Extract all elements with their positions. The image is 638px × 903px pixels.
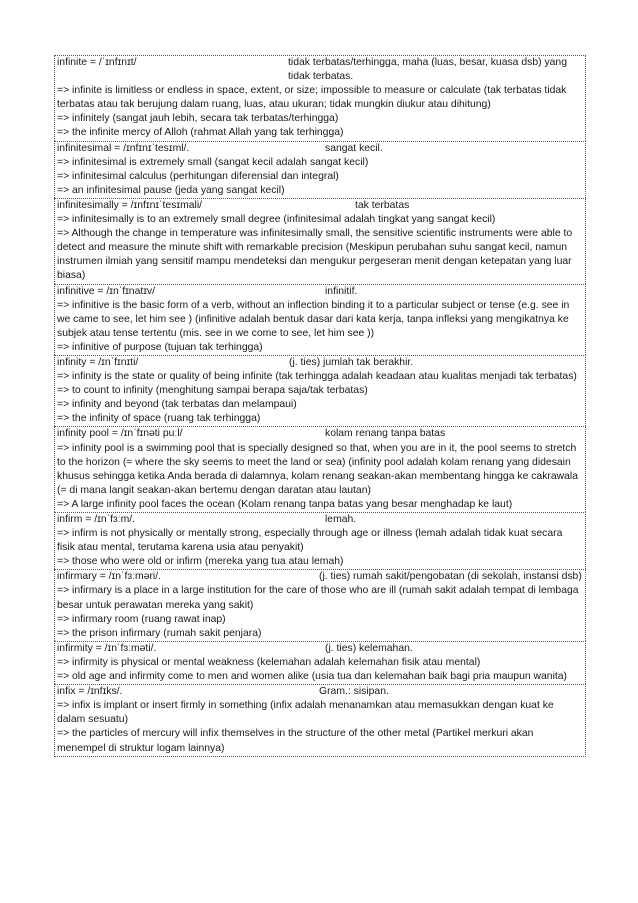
entry-infinitesimally	[54, 198, 586, 284]
entry-infinity	[54, 355, 586, 426]
headword: infinitesimally = /ɪnfɪnɪˈtesɪmali/	[57, 199, 203, 211]
definition: kolam renang tanpa batas	[325, 428, 446, 440]
entry-headline	[57, 142, 583, 156]
entry-infirmary	[54, 569, 586, 640]
headword: infinity pool = /ɪnˈfɪnəti puːl/	[57, 428, 183, 440]
example-line: => infix is implant or insert firmly in something (infix adalah menanamkan atau memasukkan dengan kuat ke dalam sesuatu)	[57, 700, 554, 726]
definition: lemah.	[325, 514, 357, 525]
example-line: => infinity is the state or quality of being infinite (tak terhingga adalah keadaan atau kualitas menjadi tak terbatas)	[57, 371, 577, 383]
example-line: => the infinity of space (ruang tak terhingga)	[57, 413, 261, 425]
headword: infinity = /ɪnˈfɪnɪti/	[57, 356, 139, 368]
entry-headline	[57, 199, 583, 213]
entry-infirmity	[54, 641, 586, 684]
entry-headline	[57, 285, 583, 299]
definition: (j. ties) jumlah tak berakhir.	[289, 356, 414, 368]
definition: infinitif.	[325, 285, 358, 297]
example-line: => an infinitesimal pause (jeda yang sangat kecil)	[57, 184, 285, 196]
entry-headline	[57, 570, 583, 584]
example-line: => Although the change in temperature was infinitesimally small, the sensitive scientific instruments were able to detect and measure the minute shift with remarkable precision (Meskipun perubahan suhu sangat kecil, namun instrumen ilmiah yang sensitif mampu mendeteksi dan mengukur pergeseran menit dengan ketepatan yang luar biasa)	[57, 228, 573, 282]
example-line: => infirmary is a place in a large institution for the care of those who are ill (rumah sakit adalah tempat di lembaga besar untuk perawatan mereka yang sakit)	[57, 585, 579, 611]
definition: (j. ties) kelemahan.	[325, 642, 413, 654]
entry-infinity-pool	[54, 426, 586, 512]
example-line: => infirm is not physically or mentally strong, especially through age or illness (lemah adalah tidak kuat secara fisik atau mental, terutama karena usia atau penyakit)	[57, 528, 563, 554]
definition: tidak terbatas/terhingga, maha (luas, besar, kuasa dsb) yang tidak terbatas.	[288, 57, 567, 83]
headword: infix = /ɪnfɪks/.	[57, 686, 123, 698]
headword: infinite = /ˈɪnfɪnɪt/	[57, 57, 137, 68]
example-line: => infinitive of purpose (tujuan tak terhingga)	[57, 341, 263, 353]
entry-headline	[57, 356, 583, 370]
headword: infirmary = /ɪnˈfɜːməri/.	[57, 571, 162, 583]
example-line: => infinite is limitless or endless in space, extent, or size; impossible to measure or calculate (tak terbatas tidak terbatas atau tak berujung dalam ruang, luas, atau ukuran; tidak mungkin diukur atau dihitung)	[57, 85, 567, 111]
entry-infinitive	[54, 284, 586, 355]
example-line: => the particles of mercury will infix themselves in the structure of the other metal (Partikel merkuri akan menempel di struktur logam lainnya)	[57, 728, 534, 754]
headword: infinitive = /ɪnˈfɪnatɪv/	[57, 285, 156, 297]
example-line: => the prison infirmary (rumah sakit penjara)	[57, 627, 262, 639]
example-line: => infinitive is the basic form of a verb, without an inflection binding it to a particular subject or tense (e.g. see in we came to see, let him see ) (infinitive adalah bentuk dasar dari kata kerja, tanpa infleksi yang mengikatnya ke subjek atau tense tertentu (mis. see in we come to see, let him see ))	[57, 299, 570, 339]
example-line: => infinitesimal is extremely small (sangat kecil adalah sangat kecil)	[57, 156, 369, 168]
headword: infirm = /ɪnˈfɜːm/.	[57, 514, 136, 525]
example-line: => infinitesimally is to an extremely small degree (infinitesimal adalah tingkat yang sangat kecil)	[57, 214, 496, 226]
example-line: => infinitesimal calculus (perhitungan diferensial dan integral)	[57, 170, 339, 182]
example-line: => to count to infinity (menghitung sampai berapa saja/tak terbatas)	[57, 385, 368, 397]
entry-infinitesimal	[54, 141, 586, 198]
example-line: => infinity and beyond (tak terbatas dan melampaui)	[57, 399, 297, 411]
definition: (j. ties) rumah sakit/pengobatan (di sekolah, instansi dsb)	[319, 571, 582, 583]
example-line: => those who were old or infirm (mereka yang tua atau lemah)	[57, 556, 344, 568]
example-line: => old age and infirmity come to men and women alike (usia tua dan kelemahan baik bagi pria maupun wanita)	[57, 671, 568, 683]
example-line: => infinitely (sangat jauh lebih, secara tak terbatas/terhingga)	[57, 113, 339, 125]
entry-headline	[57, 513, 583, 527]
example-line: => infirmity is physical or mental weakness (kelemahan adalah kelemahan fisik atau mental)	[57, 656, 481, 668]
entry-infix	[54, 684, 586, 756]
definition: Gram.: sisipan.	[319, 686, 389, 698]
definition: sangat kecil.	[325, 142, 383, 154]
entry-headline	[57, 685, 583, 699]
entry-infinite	[54, 55, 586, 141]
dictionary-page	[54, 55, 586, 757]
example-line: => A large infinity pool faces the ocean (Kolam renang tanpa batas yang besar menghadap ke laut)	[57, 498, 513, 510]
entry-headline	[57, 642, 583, 656]
entry-infirm	[54, 512, 586, 569]
headword: infirmity = /ɪnˈfɜːməti/.	[57, 642, 157, 654]
example-line: => the infinite mercy of Alloh (rahmat Allah yang tak terhingga)	[57, 127, 344, 139]
headword: infinitesimal = /ɪnfɪnɪˈtesɪml/.	[57, 142, 190, 154]
definition: tak terbatas	[355, 199, 410, 211]
example-line: => infirmary room (ruang rawat inap)	[57, 613, 226, 625]
entry-headline	[57, 427, 583, 441]
example-line: => infinity pool is a swimming pool that is specially designed so that, when you are in it, the pool seems to stretch to the horizon (= where the sky seems to meet the land or sea) (infinity pool adalah kolam renang yang didesain khusus sehingga ketika Anda berada di dalamnya, kolam renang seakan-akan membentang hingga ke cakrawala (= di mana langit seakan-akan bertemu dengan daratan atau lautan)	[57, 442, 579, 496]
